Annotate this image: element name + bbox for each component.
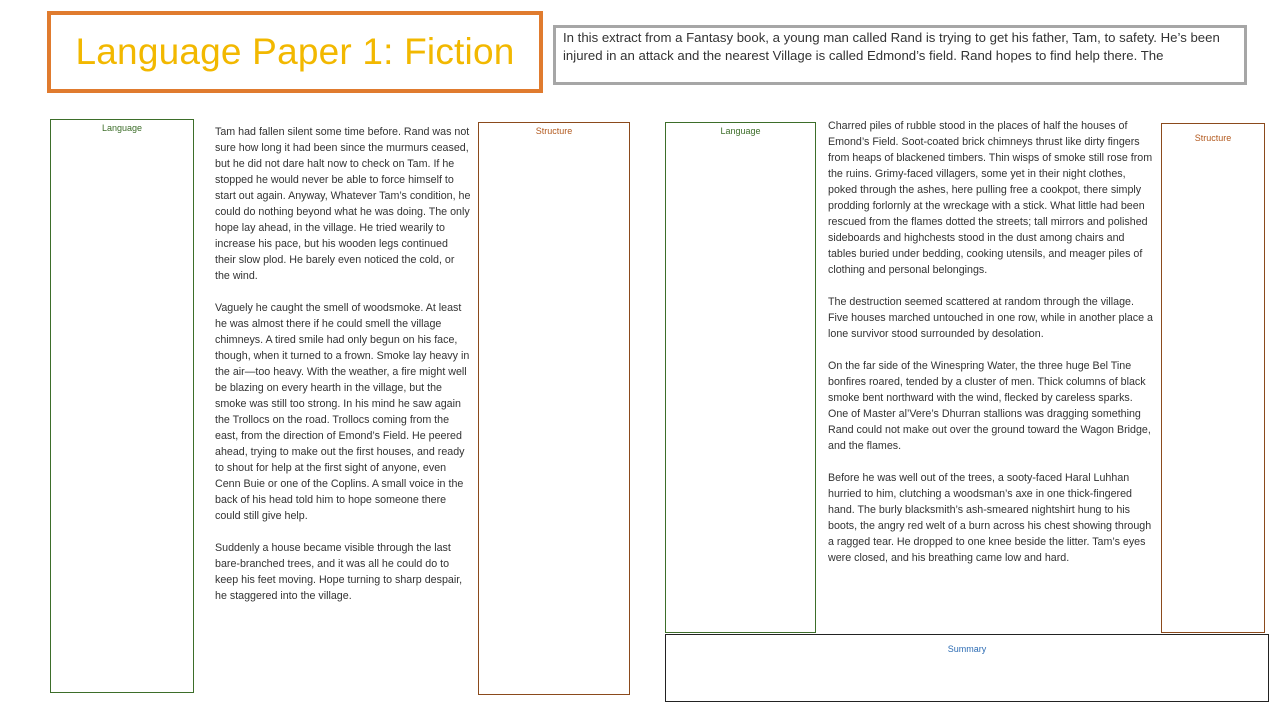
language-label-left: Language [101,123,143,133]
paragraph: On the far side of the Winespring Water, the three huge Bel Tine bonfires roared, tended by a cluster of men. Thick columns of black smoke bent northward with the wind, flecked by careless sparks. One of Master al’Vere’s Dhurran stallions was dragging something Rand could not make out over the ground toward the Wagon Bridge, and the flames. [828,360,1151,452]
structure-box-left [478,122,630,695]
summary-label: Summary [947,644,987,654]
language-label-right: Language [720,126,761,136]
paragraph: Charred piles of rubble stood in the places of half the houses of Emond’s Field. Soot-coated brick chimneys thrust like dirty fingers from heaps of blackened timbers. Thin wisps of smoke still rose from the ruins. Grimy-faced villagers, some yet in their night clothes, poked through the ashes, here pulling free a cookpot, there simply prodding forlornly at the wreckage with a stick. What little had been rescued from the flames dotted the streets; tall mirrors and polished sideboards and highchests stood in the dust among chairs and tables buried under bedding, cooking utensils, and meager piles of clothing and personal belongings. [828,120,1153,276]
summary-box [665,634,1269,702]
extract-left-column [215,124,471,604]
paragraph: Before he was well out of the trees, a sooty-faced Haral Luhhan hurried to him, clutching a woodsman’s axe in one thick-fingered hand. The burly blacksmith’s ash-smeared nightshirt hung to his boots, the angry red welt of a burn across his chest showing through a ragged tear. He dropped to one knee beside the litter. Tam’s eyes were closed, and his breathing came low and hard. [828,472,1152,564]
paragraph: Suddenly a house became visible through the last bare-branched trees, and it was all he could do to keep his feet moving. Hope turning to sharp despair, he staggered into the village. [215,542,463,602]
language-box-left [50,119,194,693]
paragraph: Tam had fallen silent some time before. Rand was not sure how long it had been since the murmurs ceased, but he did not dare halt now to check on Tam. If he stopped he would never be able to force himself to start out again. Anyway, Whatever Tam’s condition, he could do nothing beyond what he was doing. The only hope lay ahead, in the village. He tried wearily to increase his pace, but his wooden legs continued their slow plod. He barely even noticed the cold, or the wind. [215,126,471,282]
language-box-right [665,122,816,633]
extract-right-column [828,118,1155,566]
structure-label-left: Structure [535,126,573,136]
title-box [47,11,543,93]
paragraph: Vaguely he caught the smell of woodsmoke. At least he was almost there if he could smell the village chimneys. A tired smile had only begun on his face, though, when it turned to a frown. Smoke lay heavy in the air—too heavy. With the weather, a fire might well be blazing on every hearth in the village, but the smoke was still too strong. In his mind he saw again the Trollocs on the road. Trollocs coming from the east, from the direction of Emond’s Field. He peered ahead, trying to make out the first houses, and ready to shout for help at the first sight of anyone, even Cenn Buie or one of the Coplins. A small voice in the back of his head told him to hope someone there could still give help. [215,302,470,522]
page-title: Language Paper 1: Fiction [75,31,515,72]
paragraph: The destruction seemed scattered at random through the village. Five houses marched untouched in one row, while in another place a lone survivor stood surrounded by desolation. [828,296,1153,340]
structure-box-right [1161,123,1265,633]
structure-label-right: Structure [1194,133,1232,143]
intro-box: In this extract from a Fantasy book, a young man called Rand is trying to get his father, Tam, to safety. He’s been injured in an attack and the nearest Village is called Edmond’s field. Rand hopes to find help there. The [553,25,1247,85]
